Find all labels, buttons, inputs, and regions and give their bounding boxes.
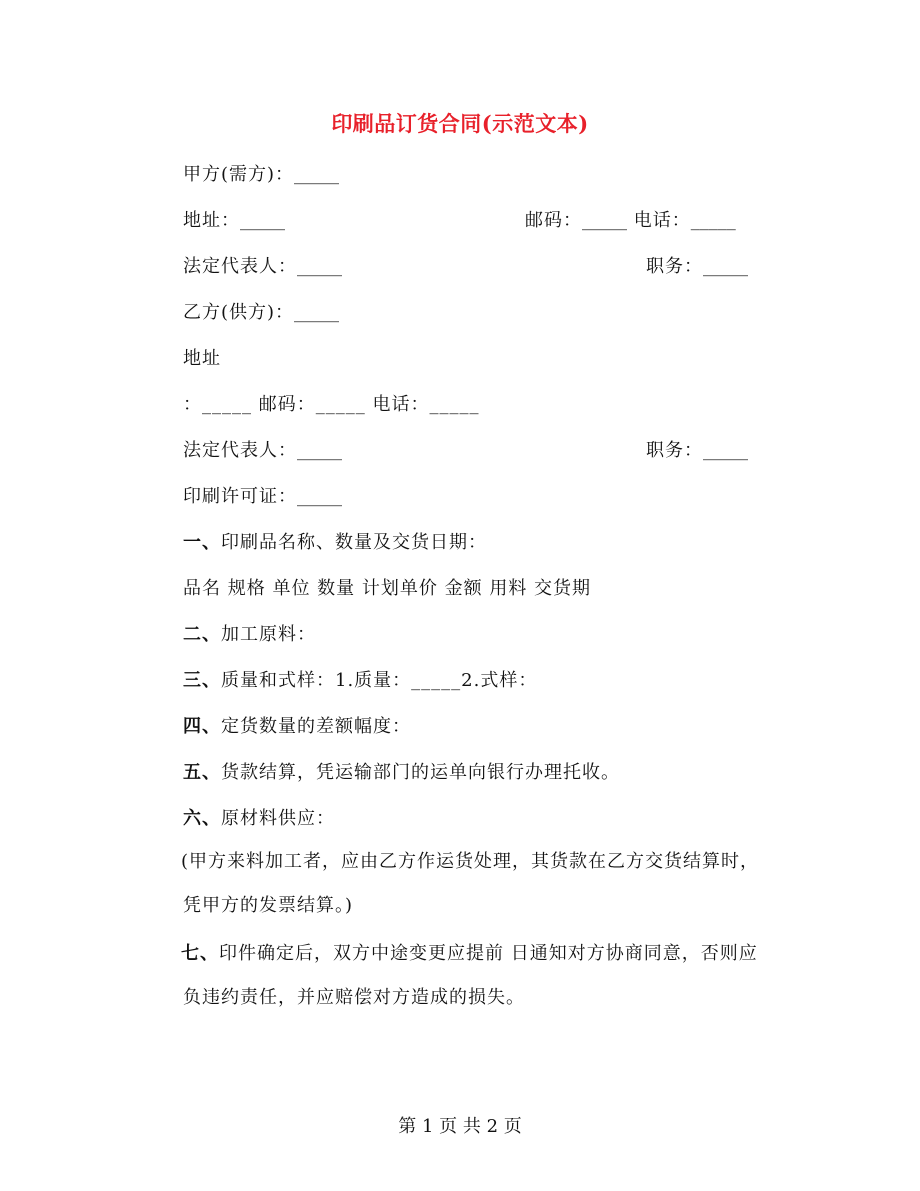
- party-b-rep-line: [183, 436, 342, 462]
- section-text: 加工原料：: [221, 624, 316, 645]
- section-6-note: (甲方来料加工者，应由乙方作运货处理，其货款在乙方交货结算时，凭甲方的发票结算。): [181, 851, 760, 916]
- document-title: 印刷品订货合同(示范文本): [331, 111, 589, 136]
- section-number: 六、: [183, 808, 221, 829]
- party-b-position: [646, 436, 748, 462]
- section-number: 五、: [183, 762, 221, 783]
- party-b-line: [183, 298, 339, 324]
- rep-label: 法定代表人：: [183, 440, 297, 461]
- address-label: 地址：: [183, 210, 240, 231]
- page-footer: 第 1 页 共 2 页: [398, 1116, 522, 1137]
- party-b-contact-line: ：_____ 邮码：_____ 电话：_____: [183, 394, 480, 415]
- party-a-line: [183, 160, 339, 186]
- section-3: [183, 666, 537, 692]
- blank-field: _____: [297, 440, 342, 461]
- section-number: 四、: [183, 716, 221, 737]
- section-text: 定货数量的差额幅度：: [221, 716, 411, 737]
- blank-field: _____: [297, 486, 342, 507]
- section-number: 一、: [183, 532, 221, 553]
- blank-field: _____: [690, 210, 736, 231]
- section-text: 印件确定后，双方中途变更应提前 日通知对方协商同意，否则应负违约责任，并应赔偿对方造成的损失。: [183, 943, 758, 1008]
- license-label: 印刷许可证：: [183, 486, 297, 507]
- section-4: [183, 712, 411, 738]
- section-2: [183, 620, 316, 646]
- phone-label: 电话：: [633, 210, 691, 231]
- section-text: 货款结算，凭运输部门的运单向银行办理托收。: [221, 762, 620, 783]
- section-text: 质量和式样：1.质量：_____2.式样：: [221, 670, 538, 691]
- blank-field: _____: [582, 210, 627, 231]
- section-1-table-header: 品名 规格 单位 数量 计划单价 金额 用料 交货期: [183, 578, 592, 599]
- section-5: [183, 758, 620, 784]
- party-a-address-line: [183, 206, 285, 232]
- blank-field: _____: [294, 302, 340, 323]
- position-label: 职务：: [646, 440, 703, 461]
- section-text: 印刷品名称、数量及交货日期：: [221, 532, 487, 553]
- section-number: 三、: [183, 670, 221, 691]
- party-a-position: [646, 252, 748, 278]
- position-label: 职务：: [646, 256, 703, 277]
- section-7: [183, 932, 775, 1020]
- party-a-rep-line: [183, 252, 342, 278]
- blank-field: _____: [240, 210, 285, 231]
- blank-field: _____: [297, 256, 342, 277]
- postcode-label: 邮码：: [525, 210, 582, 231]
- party-a-contact: [525, 206, 736, 232]
- license-line: [183, 482, 342, 508]
- party-b-address-label: 地址: [183, 348, 221, 369]
- blank-field: _____: [294, 164, 340, 185]
- rep-label: 法定代表人：: [183, 256, 297, 277]
- section-number: 二、: [183, 624, 221, 645]
- party-b-label: 乙方(供方)：: [183, 302, 295, 323]
- section-6: [183, 804, 335, 830]
- section-number: 七、: [181, 943, 219, 964]
- section-1: [183, 528, 487, 554]
- blank-field: _____: [703, 256, 748, 277]
- party-a-label: 甲方(需方)：: [183, 164, 295, 185]
- blank-field: _____: [703, 440, 748, 461]
- section-text: 原材料供应：: [221, 808, 335, 829]
